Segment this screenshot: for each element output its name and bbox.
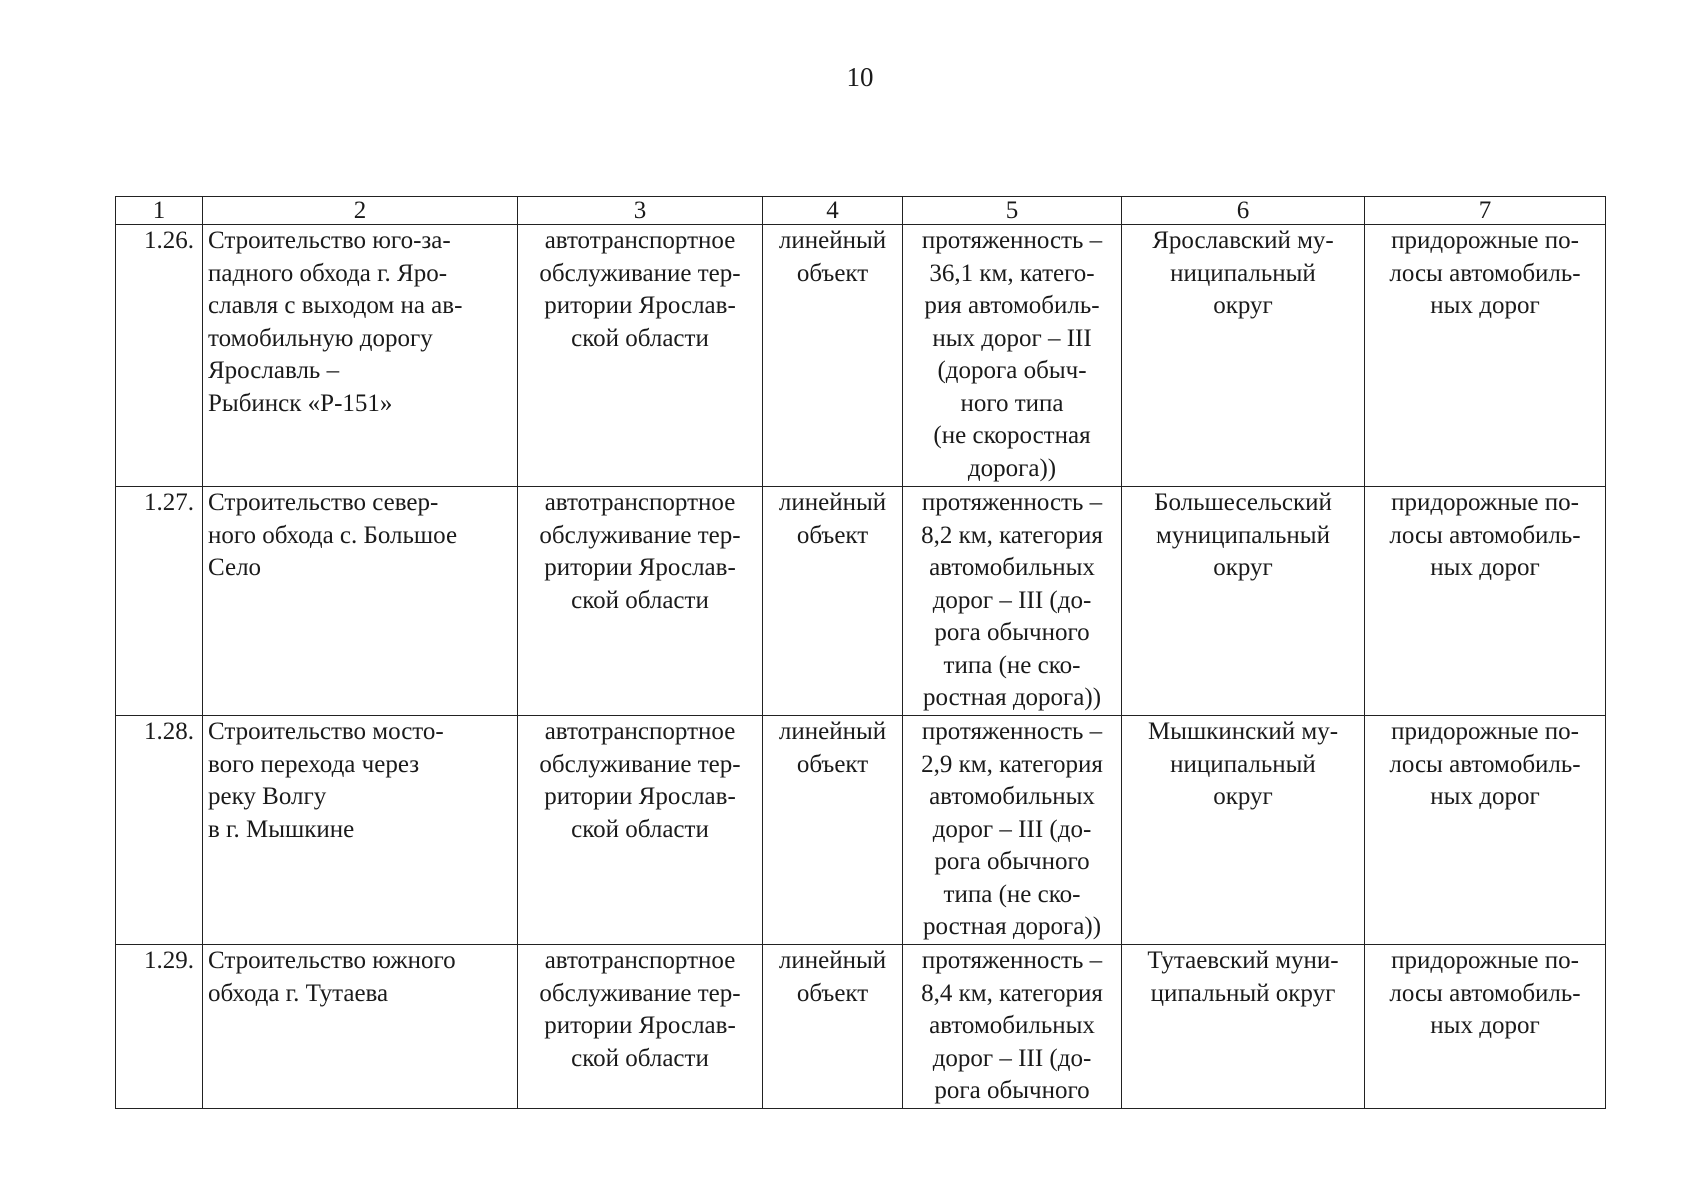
table-row xyxy=(116,225,1606,487)
header-cell-2: 2 xyxy=(203,197,518,225)
object-purpose: автотранспортное обслуживание тер- ритории Ярослав- ской области xyxy=(518,945,763,1109)
object-zones: придорожные по- лосы автомобиль- ных дорог xyxy=(1365,225,1606,487)
page-number: 10 xyxy=(846,62,874,92)
table-header-row xyxy=(116,197,1606,225)
row-number: 1.29. xyxy=(116,945,203,1109)
row-number: 1.27. xyxy=(116,487,203,716)
row-number: 1.26. xyxy=(116,225,203,487)
table-row xyxy=(116,716,1606,945)
table-row xyxy=(116,487,1606,716)
object-characteristics: протяженность – 8,2 км, категория автомобильных дорог – III (до- рога обычного типа (не ско- ростная дорога)) xyxy=(903,487,1122,716)
header-cell-6: 6 xyxy=(1122,197,1365,225)
object-zones: придорожные по- лосы автомобиль- ных дорог xyxy=(1365,945,1606,1109)
object-location: Ярославский му- ниципальный округ xyxy=(1122,225,1365,487)
object-type: линейный объект xyxy=(763,225,903,487)
object-characteristics: протяженность – 36,1 км, катего- рия автомобиль- ных дорог – III (дорога обыч- ного типа (не скоростная дорога)) xyxy=(903,225,1122,487)
object-purpose: автотранспортное обслуживание тер- ритории Ярослав- ской области xyxy=(518,716,763,945)
object-location: Тутаевский муни- ципальный округ xyxy=(1122,945,1365,1109)
data-table xyxy=(115,196,1606,1109)
header-cell-4: 4 xyxy=(763,197,903,225)
table-row xyxy=(116,945,1606,1109)
object-name: Строительство юго-за- падного обхода г. Яро- славля с выходом на ав- томобильную дорогу Ярославль – Рыбинск «Р-151» xyxy=(203,225,518,487)
header-cell-3: 3 xyxy=(518,197,763,225)
object-purpose: автотранспортное обслуживание тер- ритории Ярослав- ской области xyxy=(518,487,763,716)
header-cell-1: 1 xyxy=(116,197,203,225)
object-purpose: автотранспортное обслуживание тер- ритории Ярослав- ской области xyxy=(518,225,763,487)
object-type: линейный объект xyxy=(763,945,903,1109)
object-zones: придорожные по- лосы автомобиль- ных дорог xyxy=(1365,487,1606,716)
object-type: линейный объект xyxy=(763,487,903,716)
object-characteristics: протяженность – 8,4 км, категория автомобильных дорог – III (до- рога обычного xyxy=(903,945,1122,1109)
object-characteristics: протяженность – 2,9 км, категория автомобильных дорог – III (до- рога обычного типа (не ско- ростная дорога)) xyxy=(903,716,1122,945)
object-name: Строительство южного обхода г. Тутаева xyxy=(203,945,518,1109)
object-location: Мышкинский му- ниципальный округ xyxy=(1122,716,1365,945)
object-type: линейный объект xyxy=(763,716,903,945)
object-name: Строительство север- ного обхода с. Большое Село xyxy=(203,487,518,716)
header-cell-5: 5 xyxy=(903,197,1122,225)
row-number: 1.28. xyxy=(116,716,203,945)
object-name: Строительство мосто- вого перехода через реку Волгу в г. Мышкине xyxy=(203,716,518,945)
object-zones: придорожные по- лосы автомобиль- ных дорог xyxy=(1365,716,1606,945)
header-cell-7: 7 xyxy=(1365,197,1606,225)
object-location: Большесельский муниципальный округ xyxy=(1122,487,1365,716)
